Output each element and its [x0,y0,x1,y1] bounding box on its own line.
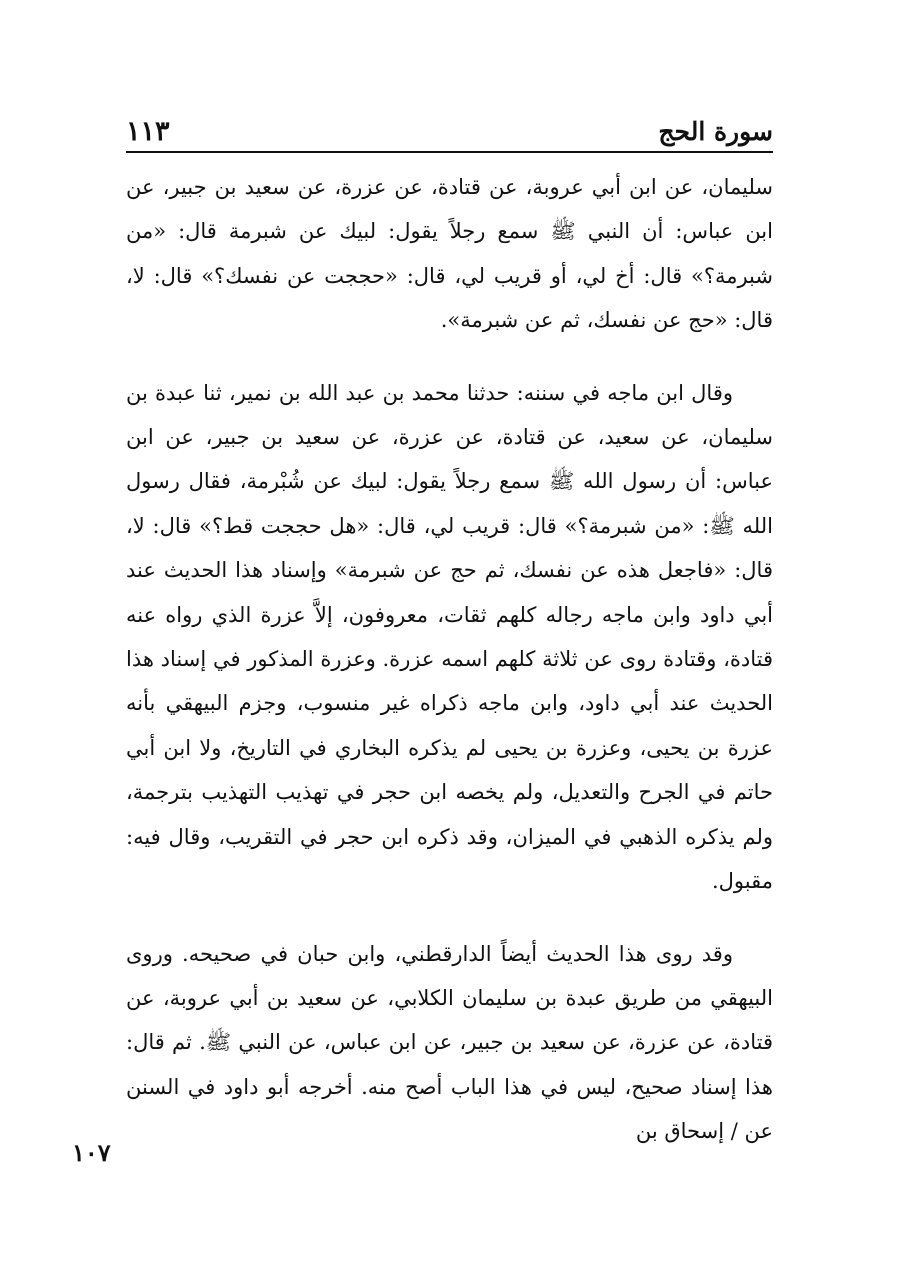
paragraph-2: وقال ابن ماجه في سننه: حدثنا محمد بن عبد الله بن نمير، ثنا عبدة بن سليمان، عن سعيد، عن قتادة، عن عزرة، عن سعيد بن جبير، عن ابن عباس: أن رسول الله ﷺ سمع رجلاً يقول: لبيك عن شُبْرمة، فقال رسول الله ﷺ: «من شبرمة؟» قال: قريب لي، قال: «هل حججت قط؟» قال: لا، قال: «فاجعل هذه عن نفسك، ثم حج عن شبرمة» وإسناد هذا الحديث عند أبي داود وابن ماجه رجاله كلهم ثقات، معروفون، إلاَّ عزرة الذي رواه عنه قتادة، وقتادة روى عن ثلاثة كلهم اسمه عزرة. وعزرة المذكور في إسناد هذا الحديث عند أبي داود، وابن ماجه ذكراه غير منسوب، وجزم البيهقي بأنه عزرة بن يحيى، وعزرة بن يحيى لم يذكره البخاري في التاريخ، ولا ابن أبي حاتم في الجرح والتعديل، ولم يخصه ابن حجر في تهذيب التهذيب بترجمة، ولم يذكره الذهبي في الميزان، وقد ذكره ابن حجر في التقريب، وقال فيه: مقبول. [126,380,773,894]
paragraph-1: سليمان، عن ابن أبي عروبة، عن قتادة، عن عزرة، عن سعيد بن جبير، عن ابن عباس: أن النبي ﷺ سمع رجلاً يقول: لبيك عن شبرمة قال: «من شبرمة؟» قال: أخ لي، أو قريب لي، قال: «حججت عن نفسك؟» قال: لا، قال: «حج عن نفسك، ثم عن شبرمة». [126,175,773,333]
page-header [126,110,773,150]
paragraph-3: وقد روى هذا الحديث أيضاً الدارقطني، وابن حبان في صحيحه. وروى البيهقي من طريق عبدة بن سليمان الكلابي، عن سعيد بن أبي عروبة، عن قتادة، عن عزرة، عن سعيد بن جبير، عن ابن عباس، عن النبي ﷺ. ثم قال: هذا إسناد صحيح، ليس في هذا الباب أصح منه. أخرجه أبو داود في السنن عن / إسحاق بن [126,941,773,1144]
running-title: سورة الحج [658,117,773,146]
header-rule [126,151,773,153]
margin-page-reference: ١٠٧ [72,1138,111,1167]
body-text [126,165,773,1154]
page-number: ١١٣ [126,116,170,147]
